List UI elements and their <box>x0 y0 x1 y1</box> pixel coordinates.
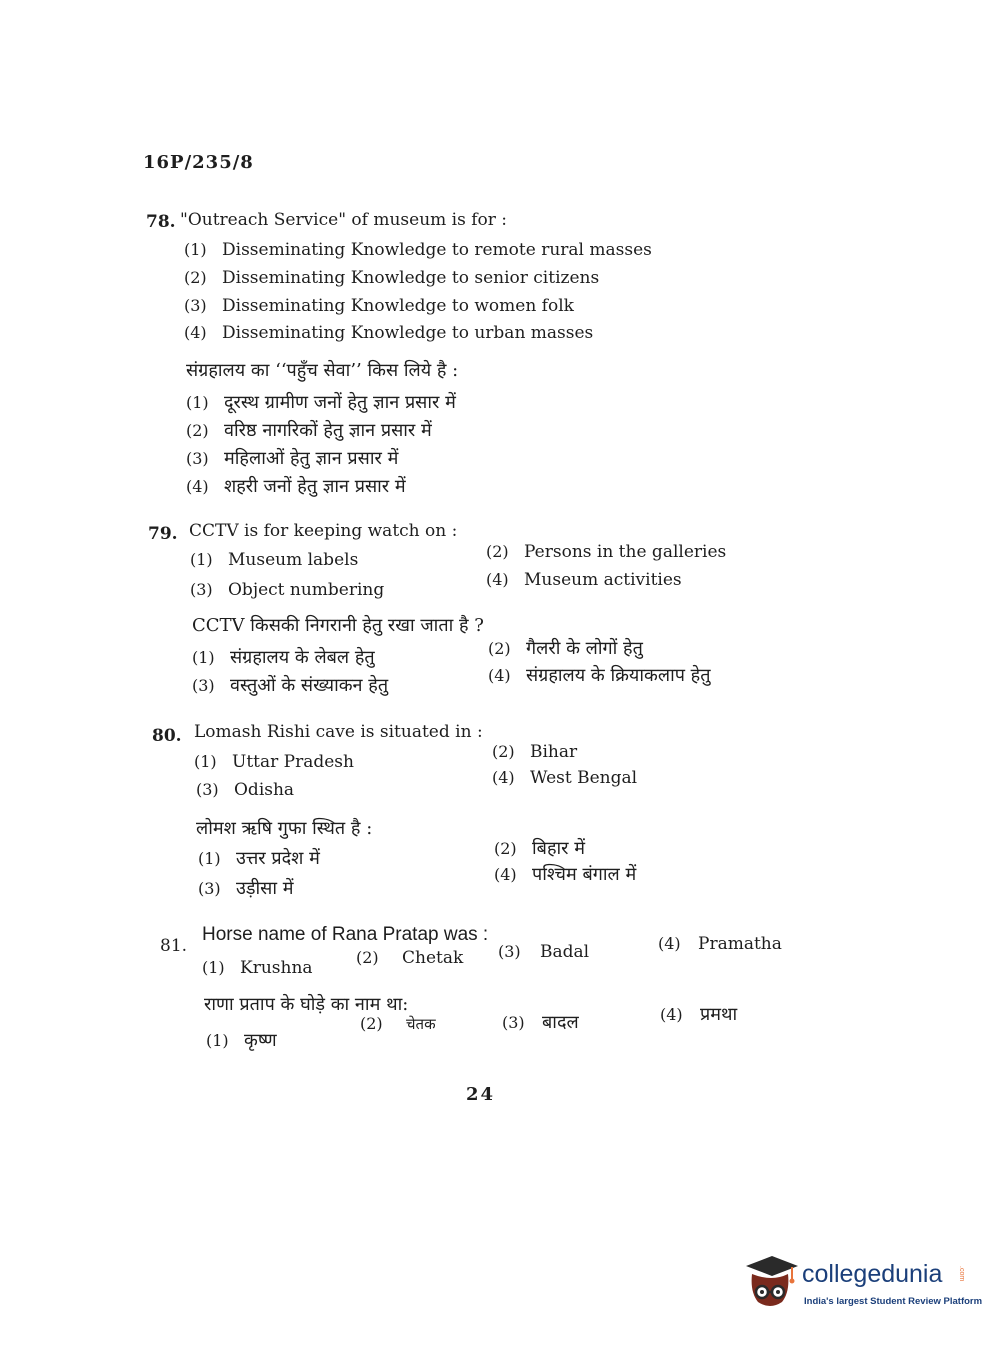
question-text-hi: राणा प्रताप के घोड़े का नाम था: <box>204 994 409 1015</box>
option-en-4: (4) Museum activities <box>486 570 682 590</box>
paper-code: 16P/235/8 <box>143 152 254 173</box>
page-number: 24 <box>466 1084 496 1105</box>
option-hi-4: (4) शहरी जनों हेतु ज्ञान प्रसार में <box>186 476 406 497</box>
option-hi-1: (1) उत्तर प्रदेश में <box>198 848 320 869</box>
option-hi-2: (2) चेतक <box>360 1014 436 1033</box>
question-text-hi: लोमश ऋषि गुफा स्थित है : <box>196 818 373 839</box>
option-hi-3: (3) बादल <box>502 1012 579 1033</box>
option-hi-4: (4) पश्चिम बंगाल में <box>494 864 637 885</box>
logo-domain-suffix: .com <box>958 1266 965 1282</box>
option-en-3: (3) Odisha <box>196 780 295 800</box>
option-en-1: (1) Disseminating Knowledge to remote rural masses <box>184 240 652 260</box>
question-text-hi: CCTV किसकी निगरानी हेतु रखा जाता है ? <box>192 615 484 636</box>
option-hi-2: (2) गैलरी के लोगों हेतु <box>488 638 643 659</box>
option-en-2: (2) Bihar <box>492 742 578 762</box>
option-en-3: (3) Badal <box>498 942 590 962</box>
option-en-3: (3) Disseminating Knowledge to women folk <box>184 296 574 316</box>
option-en-3: (3) Object numbering <box>190 580 385 600</box>
question-number: 78. <box>146 212 176 232</box>
option-hi-1: (1) दूरस्थ ग्रामीण जनों हेतु ज्ञान प्रसार में <box>186 392 456 413</box>
option-en-2: (2) Chetak <box>356 948 464 968</box>
option-en-4: (4) Disseminating Knowledge to urban masses <box>184 323 594 343</box>
option-en-2: (2) Disseminating Knowledge to senior citizens <box>184 268 600 288</box>
option-en-1: (1) Krushna <box>202 958 313 978</box>
logo-tagline: India's largest Student Review Platform <box>804 1296 983 1307</box>
option-hi-2: (2) बिहार में <box>494 838 586 859</box>
option-en-2: (2) Persons in the galleries <box>486 542 727 562</box>
mascot-icon <box>742 1252 800 1310</box>
question-text-en: Lomash Rishi cave is situated in : <box>194 722 483 742</box>
option-hi-1: (1) संग्रहालय के लेबल हेतु <box>192 647 375 668</box>
option-hi-2: (2) वरिष्ठ नागरिकों हेतु ज्ञान प्रसार में <box>186 420 432 441</box>
option-en-1: (1) Museum labels <box>190 550 359 570</box>
option-en-4: (4) Pramatha <box>658 934 782 954</box>
option-en-1: (1) Uttar Pradesh <box>194 752 354 772</box>
option-hi-4: (4) संग्रहालय के क्रियाकलाप हेतु <box>488 665 711 686</box>
logo-name: collegedunia <box>802 1260 943 1288</box>
option-en-4: (4) West Bengal <box>492 768 638 788</box>
option-hi-1: (1) कृष्ण <box>206 1030 277 1051</box>
question-text-en: CCTV is for keeping watch on : <box>189 521 458 541</box>
question-text-hi: संग्रहालय का ‘‘पहुँच सेवा’’ किस लिये है : <box>186 360 459 381</box>
option-hi-4: (4) प्रमथा <box>660 1004 738 1025</box>
question-text-en: "Outreach Service" of museum is for : <box>180 210 508 230</box>
question-text-en: Horse name of Rana Pratap was : <box>202 924 489 945</box>
question-number: 80. <box>152 726 182 746</box>
collegedunia-logo <box>742 1252 983 1312</box>
option-hi-3: (3) वस्तुओं के संख्याकन हेतु <box>192 675 389 696</box>
option-hi-3: (3) महिलाओं हेतु ज्ञान प्रसार में <box>186 448 399 469</box>
question-number: 81. <box>160 936 188 956</box>
question-number: 79. <box>148 524 178 544</box>
option-hi-3: (3) उड़ीसा में <box>198 878 294 899</box>
